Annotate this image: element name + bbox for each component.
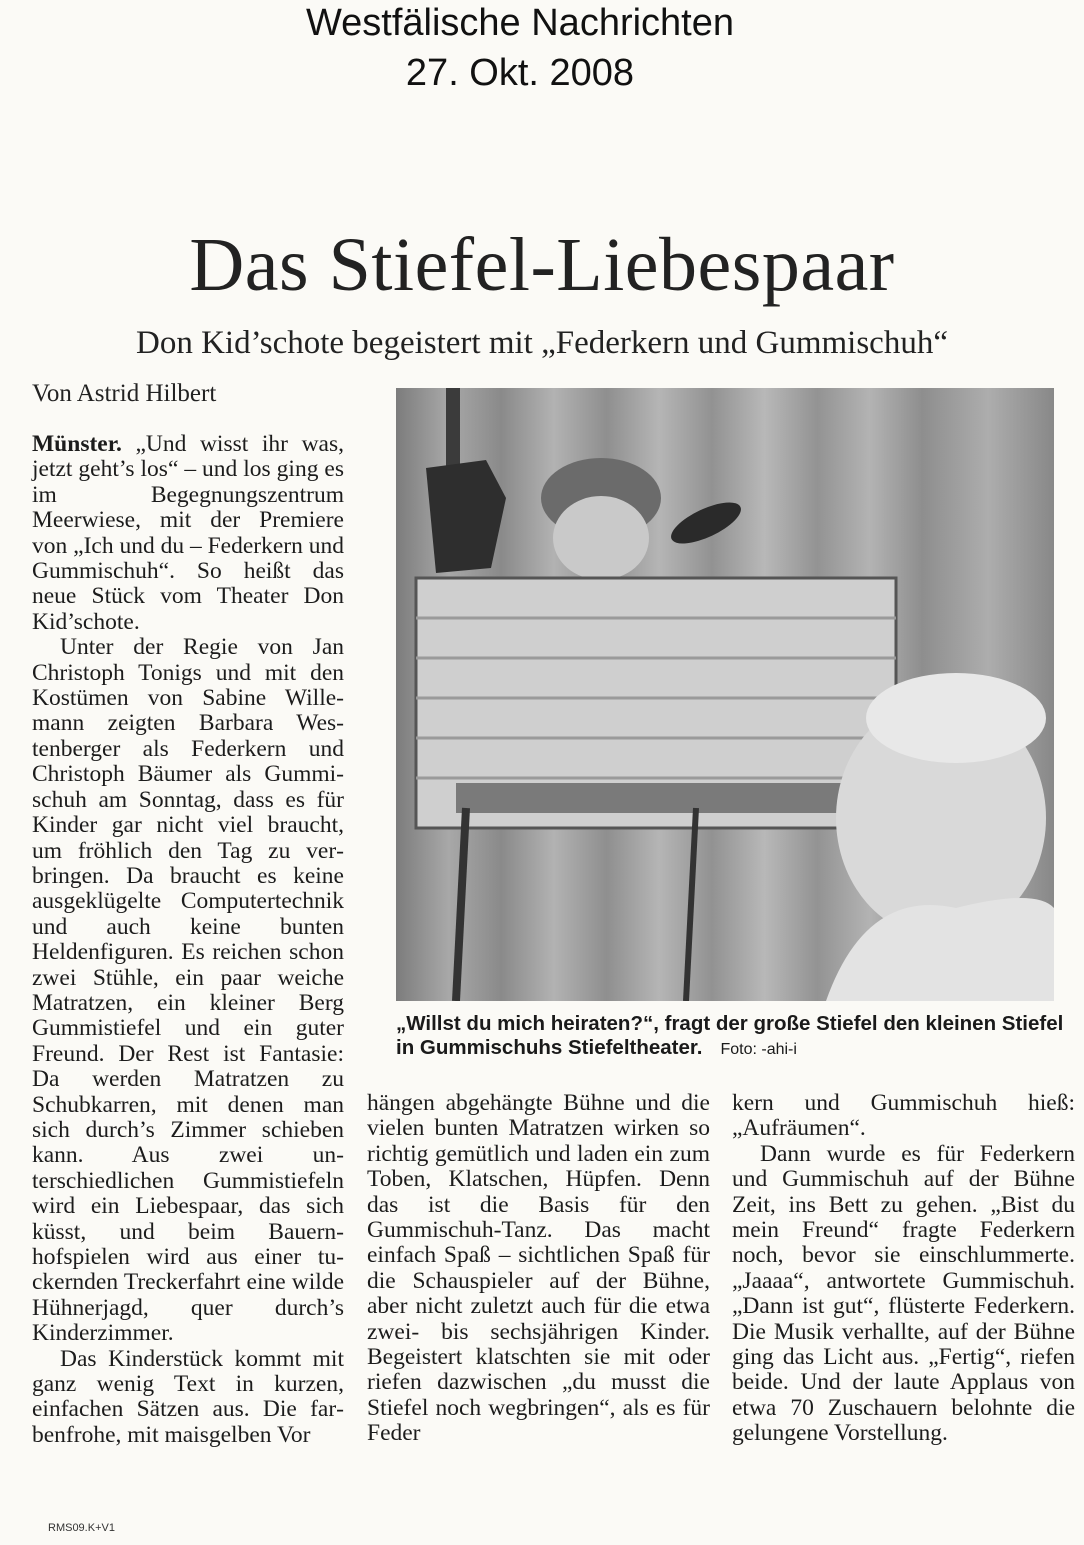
newspaper-source: Westfälische Nachrichten [305,2,735,44]
article-column-2 [367,1091,710,1447]
article-photo [396,388,1054,1001]
article-paragraph: Das Kinderstück kommt mit ganz wenig Text in kurzen, einfachen Sätzen aus. Die farbenfrohe, mit maisgelben Vor [32,1345,344,1448]
photo-credit: Foto: -ahi-i [720,1041,797,1058]
article-paragraph: Dann wurde es für Federkern und Gummischuh auf der Bühne Zeit, ins Bett zu gehen. „Bist du mein Freund“ fragte Federkern noch, bevor sie einschlummerte. „Jaaaa“, antwortete Gummischuh. „Dann ist gut“, flüsterte Federkern. Die Musik verhallte, auf der Bühne ging das Licht aus. „Fertig“, riefen beide. Und der laute Applaus von etwa 70 Zuschauern belohnte die gelungene Vorstellung. [732,1140,1075,1447]
article-subheadline: Don Kid’schote begeistert mit „Federkern und Gummischuh“ [136,325,948,361]
article-column-3 [732,1091,1075,1447]
caption-text: „Willst du mich heiraten?“, fragt der große Stiefel den kleinen Stiefel in Gummischuhs Stiefeltheater. [396,1012,1064,1059]
photo-illustration [396,388,1054,1001]
article-paragraph: hängen abgehängte Bühne und die vielen bunten Matratzen wirken so richtig gemütlich und laden ein zum Toben, Klatschen, Hüpfen. Denn das ist die Basis für den Gummischuh-Tanz. Das macht einfach Spaß – sichtlichen Spaß für die Schauspieler auf der Bühne, aber nicht zuletzt auch für die etwa zwei- bis sechsjährigen Kinder. Begeistert klatschten sie mit oder riefen dazwischen „du musst die Stiefel noch wegbringen“, als es für Feder [367,1090,710,1447]
article-column-1 [32,432,344,1448]
dateline: Münster. [32,431,122,457]
article-paragraph: Unter der Regie von Jan Christoph Tonigs und mit den Kostümen von Sabine Willemann zeigten Barbara Westenberger als Federkern und Christoph Bäumer als Gummischuh am Sonntag, dass es für Kinder gar nicht viel braucht, um fröhlich den Tag zu verbringen. Da braucht es keine ausgeklügelte Computertechnik und auch keine bunten Heldenfiguren. Es reichen schon zwei Stühle, ein paar weiche Matratzen, ein kleiner Berg Gummistiefel und ein guter Freund. Der Rest ist Fantasie: Da werden Matratzen zu Schubkarren, mit denen man sich durch’s Zimmer schieben kann. Aus zwei unterschiedlichen Gummistiefeln wird ein Liebespaar, das sich küsst, und beim Bauernhofspielen wird aus einer tuckernden Treckerfahrt eine wilde Hühnerjagd, quer durch’s Kinderzimmer. [32,634,344,1347]
photo-caption [396,1012,1066,1062]
article-headline: Das Stiefel-Liebespaar [189,223,895,307]
print-code: RMS09.K+V1 [48,1522,115,1534]
article-paragraph: kern und Gummischuh hieß: „Aufräumen“. [732,1090,1075,1142]
publication-date: 27. Okt. 2008 [405,52,635,94]
article-byline: Von Astrid Hilbert [32,380,217,407]
paragraph-text: „Und wisst ihr was, jetzt geht’s los“ – und los ging es im Begegnungszentrum Meerwiese, mit der Premiere von „Ich und du – Federkern und Gummischuh“. So heißt das neue Stück vom Theater Don Kid’schote. [32,431,344,635]
article-paragraph [32,432,344,635]
